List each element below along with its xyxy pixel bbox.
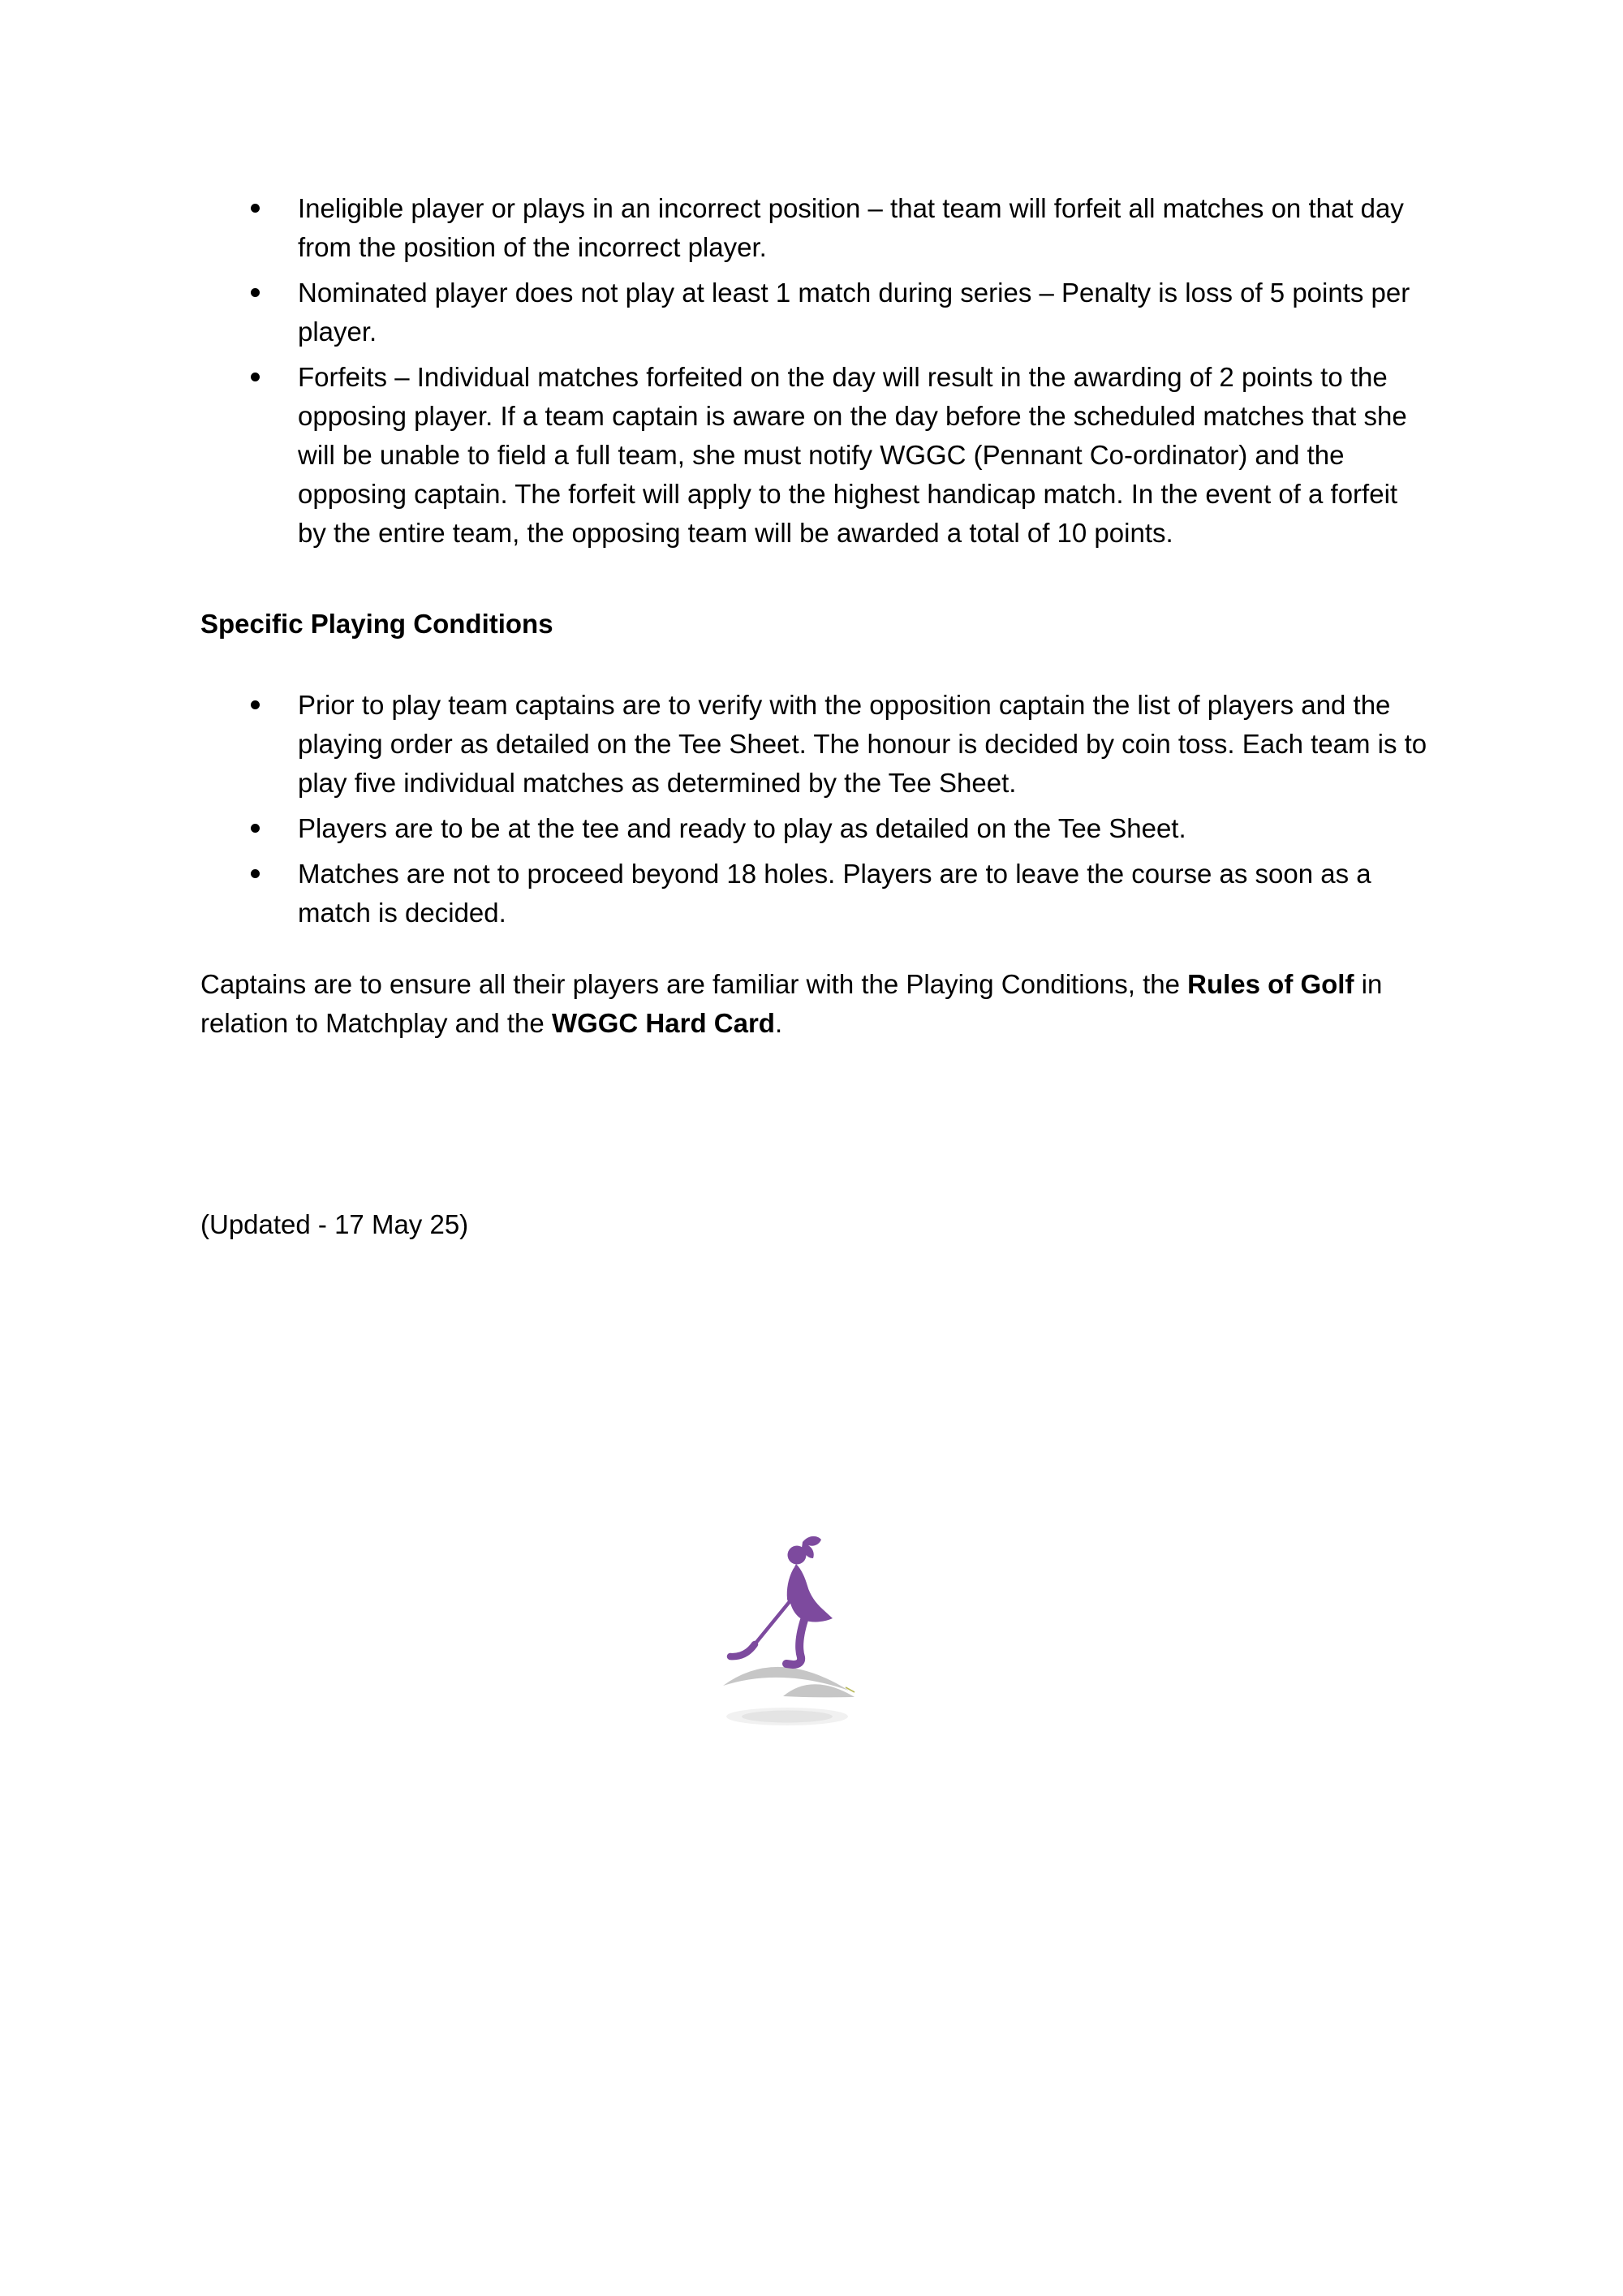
captains-note-text: . [774,1008,783,1038]
list-item-text: Ineligible player or plays in an incorrect position – that team will forfeit all matches on that day from the position of the incorrect player. [298,193,1404,262]
list-item [298,274,1430,351]
captains-note-text: Captains are to ensure all their players are familiar with the Playing Conditions, the [200,969,1188,999]
captains-note [200,965,1430,1043]
wggc-hard-card-bold: WGGC Hard Card [551,1008,775,1038]
swoosh-lower-icon [783,1684,855,1697]
list-item [298,809,1430,848]
list-item [298,358,1430,553]
golf-club-shaft-icon [755,1600,791,1644]
golfer-body-icon [789,1564,833,1622]
captains-note-text: in relation to Matchplay and the [200,969,1383,1038]
list-item [298,855,1430,933]
list-item [298,189,1430,267]
bullet-icon [251,700,260,709]
bullet-icon [251,204,260,213]
bullet-icon [251,373,260,381]
list-item-text: Matches are not to proceed beyond 18 holes. Players are to leave the course as soon as a match is decided. [298,859,1371,928]
golfer-leg-icon [786,1620,804,1665]
bullet-icon [251,824,260,833]
list-item-text: Players are to be at the tee and ready to play as detailed on the Tee Sheet. [298,813,1186,843]
forfeit-rules-list [200,189,1430,553]
golf-club-head-icon [730,1644,755,1656]
section-heading: Specific Playing Conditions [200,609,553,639]
wggc-lady-golfer-logo [712,1524,875,1735]
list-item-text: Prior to play team captains are to verify with the opposition captain the list of players and the playing order as detailed on the Tee Sheet. The honour is decided by coin toss. Each team is to play five individual matches as determined by the Tee Sheet. [298,690,1427,798]
bullet-icon [251,869,260,878]
bullet-icon [251,288,260,297]
wggc-logo [712,1524,875,1735]
list-item [298,686,1430,803]
list-item-text: Forfeits – Individual matches forfeited on the day will result in the awarding of 2 points to the opposing player. If a team captain is aware on the day before the scheduled matches that she will be unable to field a full team, she must notify WGGC (Pennant Co-ordinator) and the opposing captain. The forfeit will apply to the highest handicap match. In the event of a forfeit by the entire team, the opposing team will be awarded a total of 10 points. [298,362,1407,548]
rules-of-golf-bold: Rules of Golf [1187,969,1354,999]
updated-date-note: (Updated - 17 May 25) [200,1209,469,1239]
logo-shadow [742,1711,833,1723]
playing-conditions-list [200,686,1430,933]
document-content [200,189,1430,1244]
list-item-text: Nominated player does not play at least 1 match during series – Penalty is loss of 5 points per player. [298,278,1410,347]
